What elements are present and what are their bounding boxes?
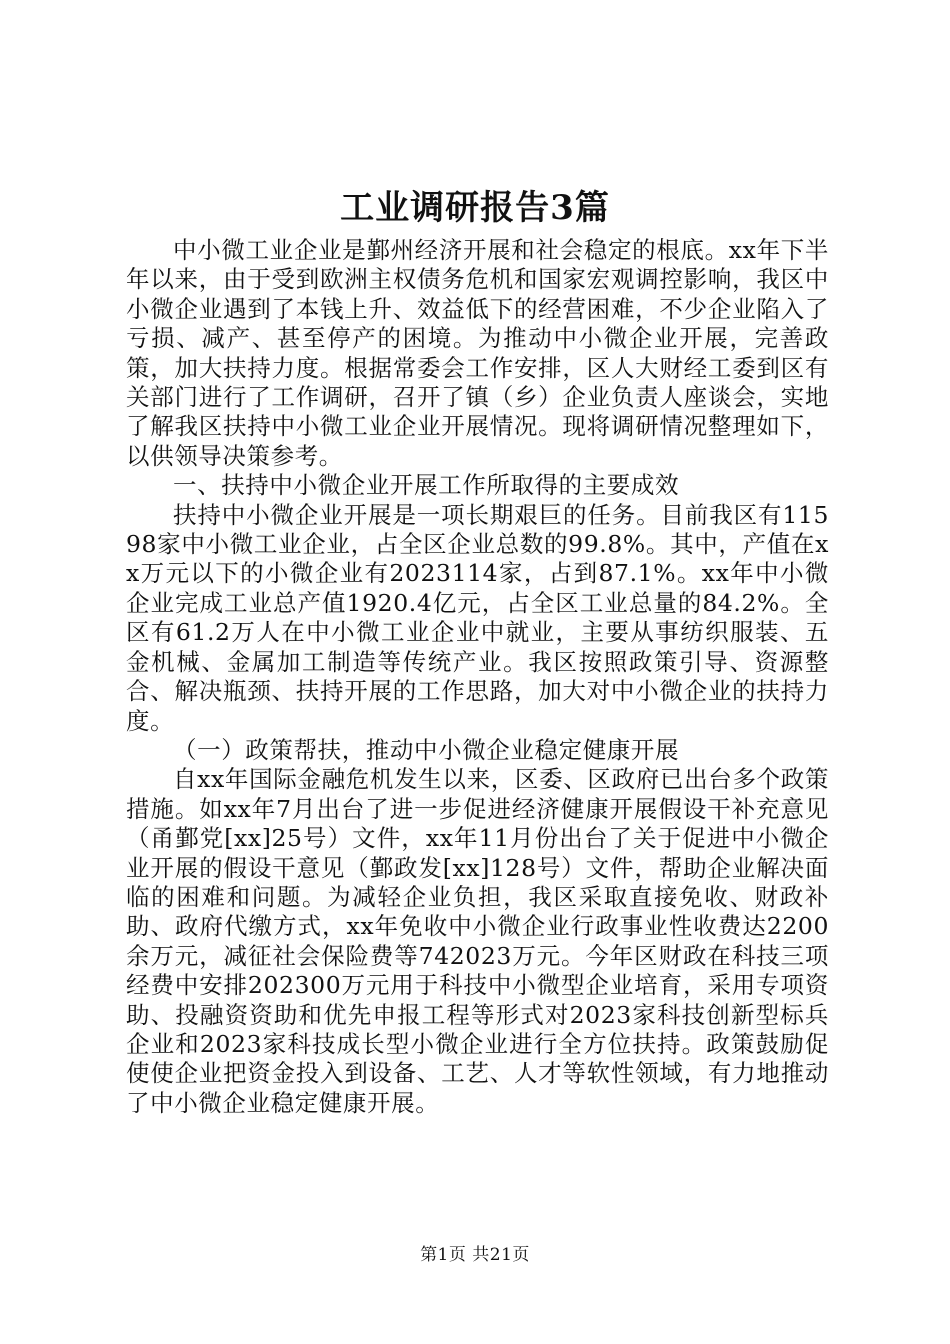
document-title: 工业调研报告3篇 xyxy=(340,188,610,228)
paragraph-intro: 中小微工业企业是鄞州经济开展和社会稳定的根底。xx年下半年以来，由于受到欧洲主权债务危机和国家宏观调控影响，我区中小微企业遇到了本钱上升、效益低下的经营困难，不少企业陷入了亏损、减产、甚至停产的困境。为推动中小微企业开展，完善政策，加大扶持力度。根据常委会工作安排，区人大财经工委到区有关部门进行了工作调研，召开了镇（乡）企业负责人座谈会，实地了解我区扶持中小微工业企业开展情况。现将调研情况整理如下，以供领导决策参考。 xyxy=(126,236,829,470)
paragraph-policy: 自xx年国际金融危机发生以来，区委、区政府已出台多个政策措施。如xx年7月出台了进一步促进经济健康开展假设干补充意见（甬鄞党[xx]25号）文件，xx年11月份出台了关于促进中小微企业开展的假设干意见（鄞政发[xx]128号）文件，帮助企业解决面临的困难和问题。为减轻企业负担，我区采取直接免收、财政补助、政府代缴方式，xx年免收中小微企业行政事业性收费达2200余万元，减征社会保险费等742023万元。今年区财政在科技三项经费中安排202300万元用于科技中小微型企业培育，采用专项资助、投融资资助和优先申报工程等形式对2023家科技创新型标兵企业和2023家科技成长型小微企业进行全方位扶持。政策鼓励促使使企业把资金投入到设备、工艺、人才等软性领域，有力地推动了中小微企业稳定健康开展。 xyxy=(126,765,829,1117)
subsection-heading-1: （一）政策帮扶，推动中小微企业稳定健康开展 xyxy=(173,735,680,764)
section-heading-1: 一、扶持中小微企业开展工作所取得的主要成效 xyxy=(173,471,680,500)
paragraph-achievements: 扶持中小微企业开展是一项长期艰巨的任务。目前我区有11598家中小微工业企业，占全区企业总数的99.8%。其中，产值在xx万元以下的小微企业有2023114家，占到87.1%。xx年中小微企业完成工业总产值1920.4亿元，占全区工业总量的84.2%。全区有61.2万人在中小微工业企业中就业，主要从事纺织服装、五金机械、金属加工制造等传统产业。我区按照政策引导、资源整合、解决瓶颈、扶持开展的工作思路，加大对中小微企业的扶持力度。 xyxy=(126,500,829,735)
document-body xyxy=(126,236,829,1118)
page-number-footer: 第1页 共21页 xyxy=(420,1245,530,1265)
